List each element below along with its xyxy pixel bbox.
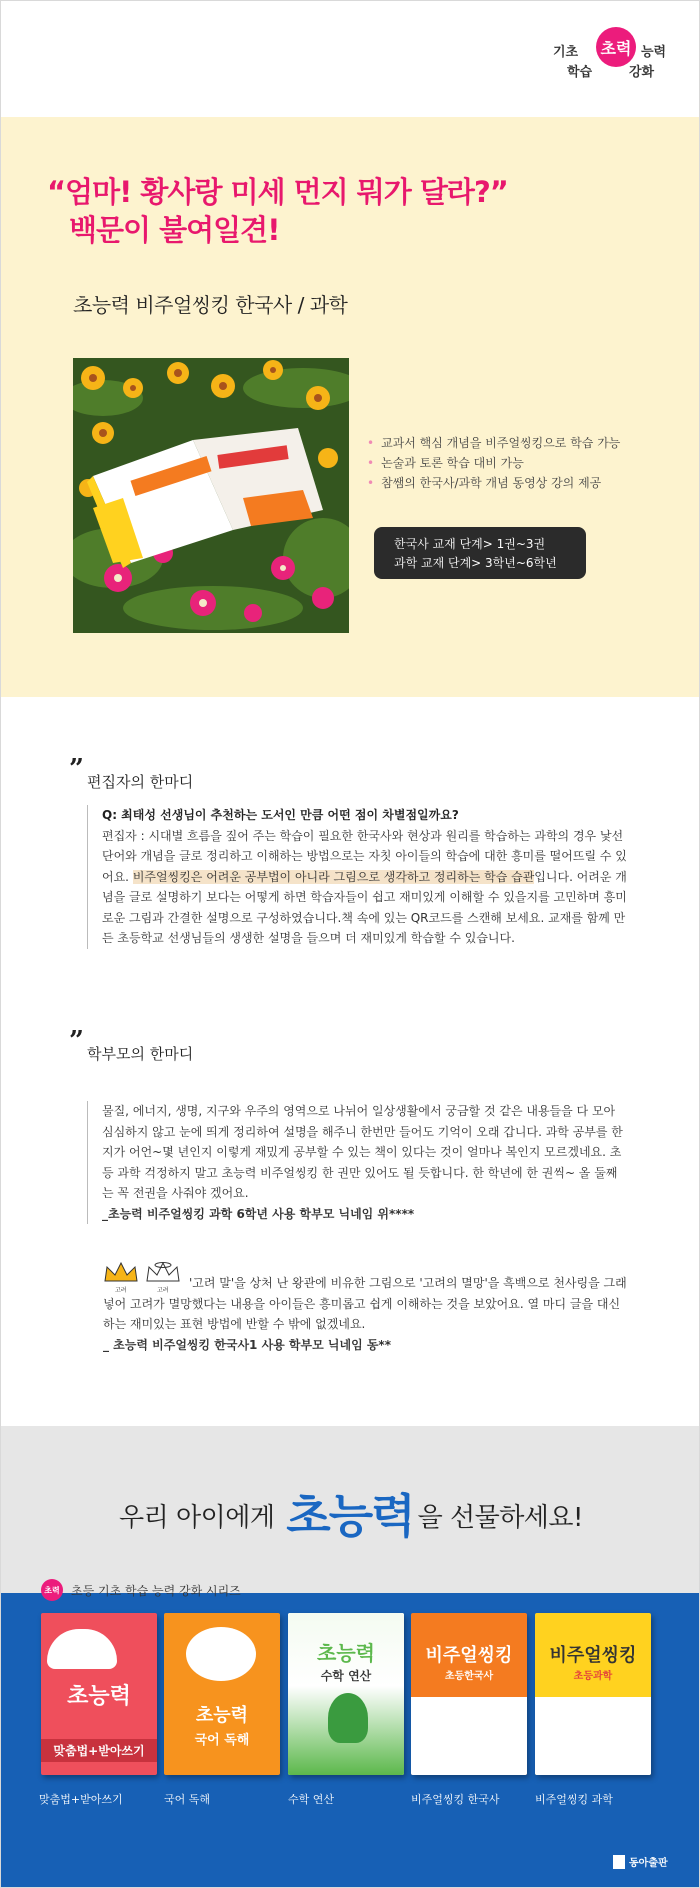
logo-text-left-top: 기초: [553, 45, 579, 60]
answer-text-cont: 입니다. 어려운 개념을 글로 설명하기 보다는 어떻게 하면 학습자들이 쉽고 재미있게 이해할 수 있을지를 고민하며 흥미로운 그림과 간결한 설명으로 구성하였습니다.책 속에 있는 QR코드를 스캔해 보세요. 교재를 함께 만든 초등학교 선생님들의 생생한 설명을 들으며 더 재미있게 학습할 수 있습니다.: [102, 869, 627, 945]
feature-item: • 논술과 토론 학습 대비 가능: [367, 453, 620, 473]
book-cover-subtitle: 국어 독해: [194, 1733, 250, 1748]
review-text: '고려 말'을 상처 난 왕관에 비유한 그림으로 '고려의 멸망'을 흑백으로 천사링을 그래 넣어 고려가 멸망했다는 내용을 아이들은 흥미롭고 쉽게 이해하는 것을 보았어요. 열 마디 글을 대신하는 재미있는 표현 방법에 반할 수 밖에 없겠네요.: [103, 1276, 627, 1331]
series-label: 초등 기초 학습 능력 강화 시리즈: [71, 1583, 241, 1598]
book-label-reading: 국어 독해: [164, 1793, 211, 1806]
quote-icon: ”: [69, 754, 84, 784]
book-cover-subtitle: 맞춤법+받아쓰기: [41, 1739, 157, 1762]
crown-caption: 고려: [115, 1287, 127, 1294]
stage-science: 과학 교재 단계> 3학년~6학년: [394, 556, 557, 570]
feature-list: [367, 433, 620, 493]
hero-headline: [47, 173, 508, 249]
book-cover-title: 초능력: [317, 1641, 375, 1665]
book-label-science: 비주얼씽킹 과학: [535, 1793, 613, 1806]
publisher-name: 동아출판: [629, 1858, 668, 1869]
book-cover-title: 비주얼씽킹: [549, 1645, 637, 1666]
brand-logo: [553, 27, 673, 87]
editor-answer: [102, 826, 627, 949]
editor-question: Q: 최태성 선생님이 추천하는 도서인 만큼 어떤 점이 차별점일까요?: [102, 808, 459, 822]
flowers-books-illustration: [73, 358, 349, 633]
book-cover-spelling[interactable]: [41, 1613, 157, 1775]
hero-subtitle: 초능력 비주얼씽킹 한국사 / 과학: [73, 293, 348, 317]
parent-review-1: [87, 1101, 627, 1224]
book-label-spelling: 맞춤법+받아쓰기: [39, 1793, 123, 1806]
promo-brand: 초능력: [286, 1489, 414, 1543]
answer-highlight: 비주얼씽킹은 어려운 공부법이 아니라 그림으로 생각하고 정리하는 학습 습관: [132, 869, 535, 884]
book-label-math: 수학 연산: [288, 1793, 335, 1806]
editor-comment: [87, 805, 627, 949]
series-badge-icon: 초력: [41, 1579, 63, 1601]
review-author: _초능력 비주얼씽킹 과학 6학년 사용 학부모 닉네임 위****: [102, 1206, 415, 1221]
book-cover-science[interactable]: [535, 1613, 651, 1775]
logo-text-right-bottom: 강화: [629, 65, 655, 80]
book-label-history: 비주얼씽킹 한국사: [411, 1793, 500, 1806]
promo-text-after: 을 선물하세요!: [417, 1503, 583, 1533]
logo-text-right-top: 능력: [641, 45, 667, 60]
headline-line-1: “엄마! 황사랑 미세 먼지 뭐가 달라?”: [47, 175, 508, 209]
book-cover-title: 초능력: [195, 1705, 249, 1726]
book-cover-subtitle: 초등한국사: [444, 1671, 494, 1682]
product-photo: [73, 358, 349, 633]
logo-text-left-bottom: 학습: [567, 65, 593, 80]
series-heading: [41, 1579, 241, 1601]
book-cover-subtitle: 초등과학: [573, 1671, 613, 1682]
book-cover-math[interactable]: [288, 1613, 404, 1775]
feature-item: • 교과서 핵심 개념을 비주얼씽킹으로 학습 가능: [367, 433, 620, 453]
book-cover-history[interactable]: [411, 1613, 527, 1775]
crown-caption: 고려: [157, 1287, 169, 1294]
answer-text: 편집자 : 시대별 흐름을 짚어 주는 학습이 필요한 한국사와 현상과 원리를 학습하는 과학의 경우 낯선 단어와 개념을 글로 정리하고 이해하는 방법으로는 자칫 아이들의 학습에 대한 흥미를 떨어뜨릴 수 있어요.: [102, 828, 627, 884]
publisher-logo-icon: [613, 1855, 625, 1869]
parent-review-2: [103, 1273, 627, 1355]
parents-section-title: 학부모의 한마디: [87, 1045, 194, 1063]
hero-section: [1, 117, 700, 697]
feature-item: • 참쌤의 한국사/과학 개념 동영상 강의 제공: [367, 473, 620, 493]
book-cover-subtitle: 수학 연산: [320, 1669, 372, 1683]
quote-icon: ”: [69, 1026, 84, 1056]
logo-badge: 초력: [596, 27, 636, 67]
promo-title: [1, 1480, 700, 1546]
book-cover-title: 비주얼씽킹: [425, 1645, 513, 1666]
publisher-logo: [613, 1854, 668, 1869]
review-text: 물질, 에너지, 생명, 지구와 우주의 영역으로 나뉘어 일상생활에서 궁금할 것 같은 내용들을 다 모아 심심하지 않고 눈에 띄게 정리하여 설명을 해주니 한번만 들어도 기억이 오래 갑니다. 과학 공부를 한지가 어언~몇 년인지 이렇게 재밌게 공부할 수 있는 책이 있다는 것이 얼마나 복인지 모르겠네요. 초등 과학 걱정하지 말고 초능력 비주얼씽킹 한 권만 있어도 될 듯합니다. 한 학년에 한 권씩~ 올 둘째는 꼭 전권을 사줘야 겠어요.: [102, 1104, 623, 1200]
book-cover-reading[interactable]: [164, 1613, 280, 1775]
book-cover-title: 초능력: [67, 1684, 131, 1709]
stage-info-box: [374, 527, 586, 579]
stage-korean-history: 한국사 교재 단계> 1권~3권: [394, 537, 546, 551]
promo-text-before: 우리 아이에게: [119, 1503, 275, 1533]
editor-section-title: 편집자의 한마디: [87, 773, 194, 791]
headline-line-2: 백문이 불여일견!: [69, 213, 280, 247]
review-author: _ 초능력 비주얼씽킹 한국사1 사용 학부모 닉네임 동**: [103, 1337, 391, 1352]
